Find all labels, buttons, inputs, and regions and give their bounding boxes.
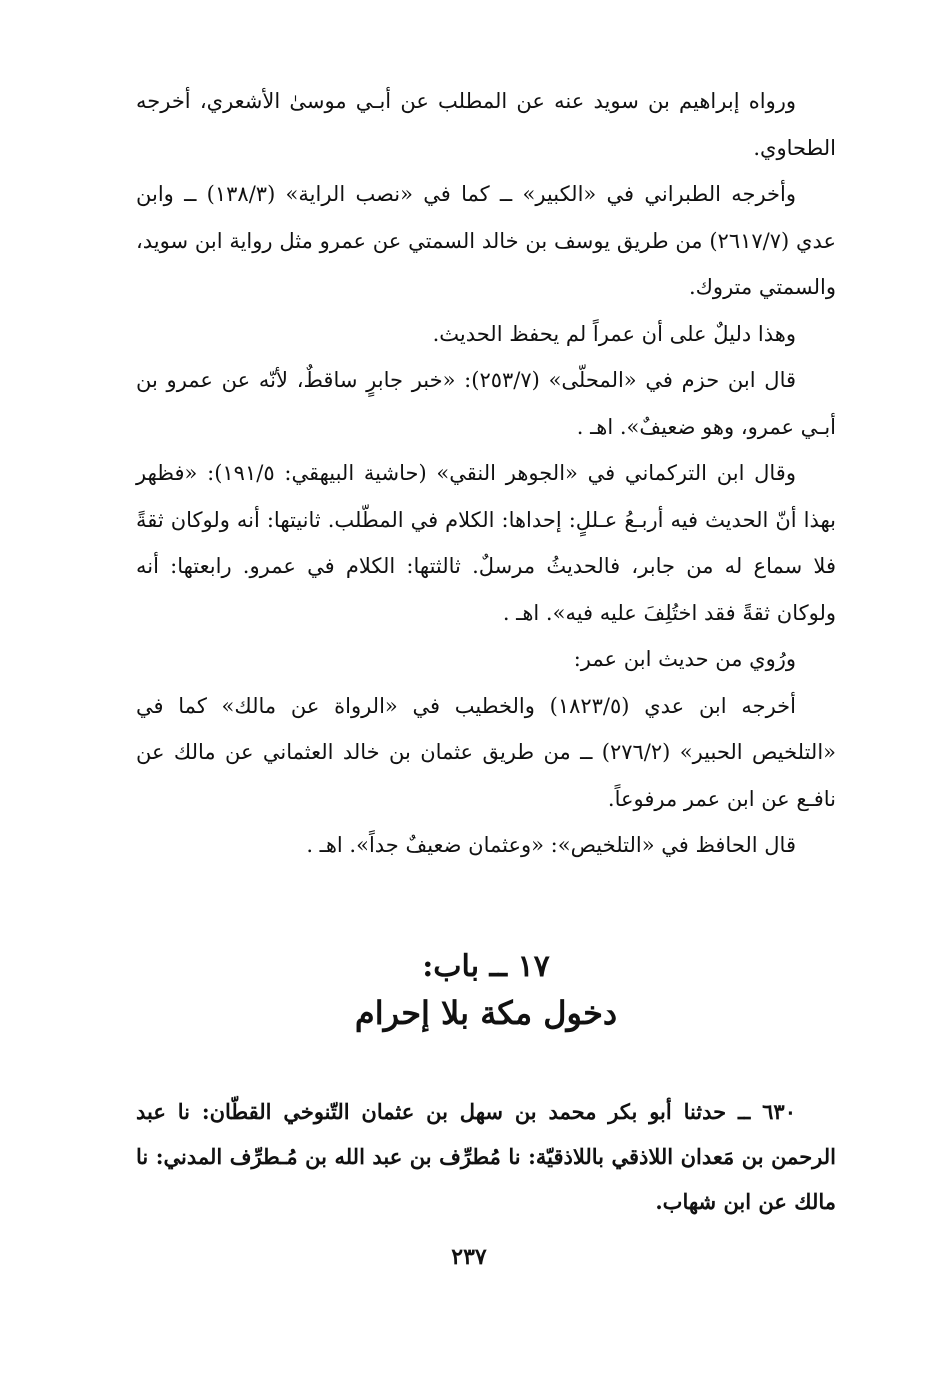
chapter-title: دخول مكة بلا إحرام — [354, 993, 618, 1032]
chapter-heading — [136, 945, 836, 1037]
paragraph-4: قال ابن حزم في «المحلّى» (٢٥٣/٧): «خبر جابرٍ ساقطٌ، لأنّه عن عمرو بن أبـي عمرو، وهو ضعيفٌ». اهـ . — [136, 368, 836, 439]
page-content — [136, 78, 836, 1224]
commentary-section — [136, 78, 836, 869]
paragraph-8: قال الحافظ في «التلخيص»: «وعثمان ضعيفٌ جداً». اهـ . — [306, 833, 796, 857]
paragraph-1: ورواه إبراهيم بن سويد عنه عن المطلب عن أبـي موسىٰ الأشعري، أخرجه الطحاوي. — [136, 89, 836, 160]
paragraph-2: وأخرجه الطبراني في «الكبير» ــ كما في «نصب الراية» (١٣٨/٣) ــ وابن عدي (٢٦١٧/٧) من طريق يوسف بن خالد السمتي عن عمرو مثل رواية ابن سويد، والسمتي متروك. — [136, 182, 837, 299]
paragraph-6: ورُوي من حديث ابن عمر: — [573, 647, 796, 671]
hadith-section — [136, 1089, 836, 1224]
chapter-number: ١٧ ــ باب: — [422, 948, 550, 984]
paragraph-3: وهذا دليلٌ على أن عمراً لم يحفظ الحديث. — [432, 321, 796, 346]
hadith-text: ٦٣٠ ــ حدثنا أبو بكر محمد بن سهل بن عثمان التّنوخي القطّان: نا عبد الرحمن بن مَعدان اللاذقي باللاذقيّة: نا مُطرِّف بن عبد الله بن مُـطرِّف المدني: نا مالك عن ابن شهاب. — [136, 1098, 836, 1214]
paragraph-7: أخرجه ابن عدي (١٨٢٣/٥) والخطيب في «الرواة عن مالك» كما في «التلخيص الحبير» (٢٧٦/٢) ــ من طريق عثمان بن خالد العثماني عن مالك عن نافـع عن ابن عمر مرفوعاً. — [136, 693, 837, 811]
page-number: ٢٣٧ — [451, 1244, 487, 1270]
paragraph-5: وقال ابن التركماني في «الجوهر النقي» (حاشية البيهقي: ١٩١/٥): «فظهر بهذا أنّ الحديث فيه أربـعُ عـللٍ: إحداها: الكلام في المطّلب. ثانيتها: أنه ولوكان ثقةً فلا سماع له من جابر، فالحديثُ مرسلٌ. ثالثتها: الكلام في عمرو. رابعتها: أنه ولوكان ثقةً فقد اختُلِفَ عليه فيه». اهـ . — [136, 461, 836, 625]
